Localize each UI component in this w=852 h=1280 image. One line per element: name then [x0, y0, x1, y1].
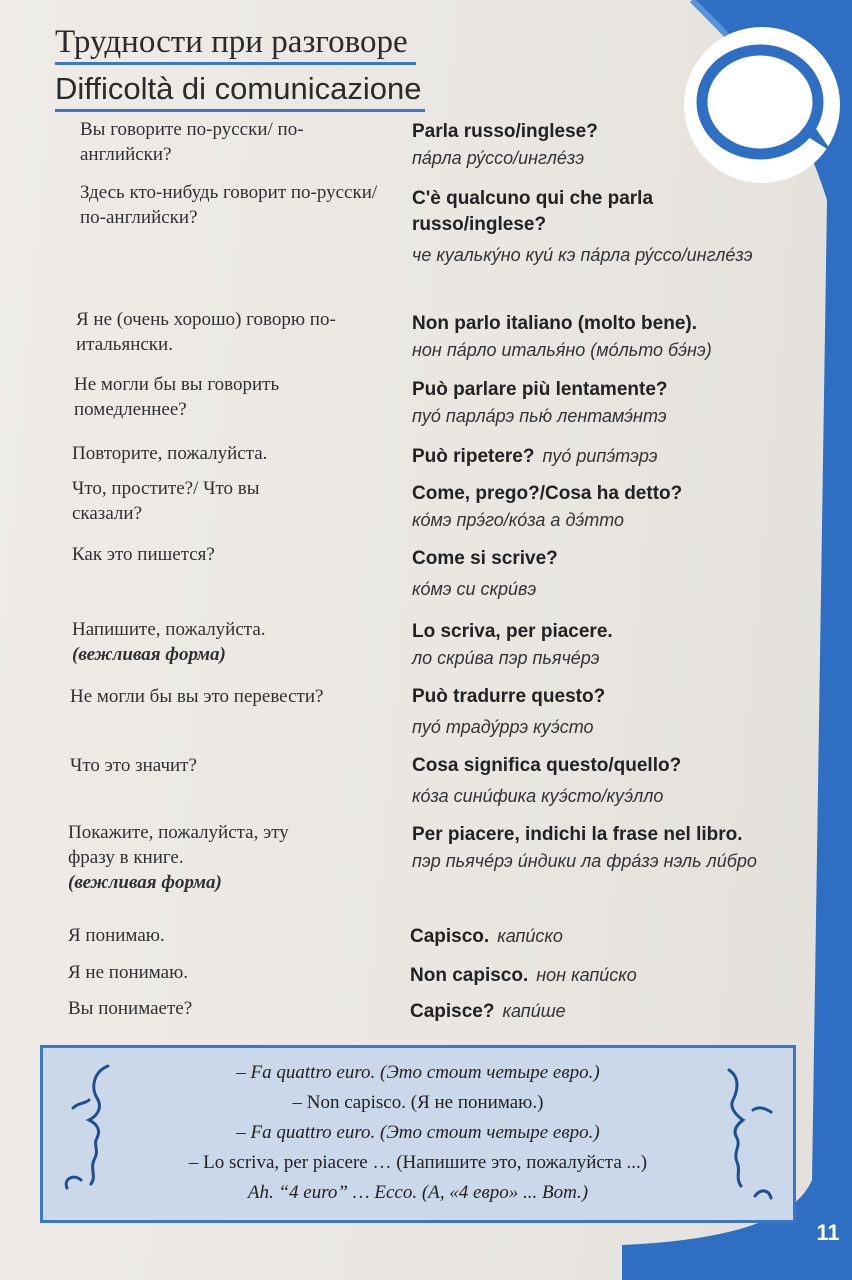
politeness-note: (вежливая форма): [72, 644, 226, 665]
face-profile-right-icon: [713, 1058, 783, 1218]
italian-phrase-block: [412, 822, 797, 874]
italian-phrase: Come, prego?/Cosa ha detto?: [412, 483, 683, 504]
transliteration: нон капи́ско: [536, 965, 637, 985]
russian-phrase: Вы говорите по-русски/ по-английски?: [80, 119, 304, 165]
russian-phrase: Я не понимаю.: [68, 962, 189, 983]
dialog-text: [43, 1058, 793, 1208]
russian-phrase: Повторите, пожалуйста.: [72, 443, 268, 464]
italian-phrase: Come si scrive?: [412, 548, 558, 569]
transliteration: нон па́рло италья́но (мо́льто бэ́нэ): [412, 340, 712, 360]
italian-phrase: Cosa significa questo/quello?: [412, 755, 682, 776]
russian-phrase: Не могли бы вы это перевести?: [70, 686, 324, 707]
italian-phrase-block: [412, 481, 792, 533]
heading-italian: Difficoltà di comunicazione: [55, 69, 425, 112]
transliteration: ко́за сини́фика куэ́сто/куэ́лло: [412, 786, 664, 806]
italian-phrase: Capisco.: [410, 926, 490, 947]
italian-phrase: Può tradurre questo?: [412, 686, 606, 707]
dialog-line: – Fa quattro euro. (Это стоит четыре евро.): [236, 1122, 600, 1143]
transliteration: капи́ше: [502, 1001, 566, 1021]
russian-phrase: Как это пишется?: [72, 544, 215, 565]
russian-phrase: Покажите, пожалуйста, эту фразу в книге. (вежливая форма): [68, 820, 318, 895]
transliteration: ло скри́ва пэр пьячéрэ: [412, 648, 600, 668]
dialog-line: Ah. “4 euro” … Ecco. (А, «4 евро» ... Вот.): [247, 1182, 589, 1203]
dialog-line: – Fa quattro euro. (Это стоит четыре евро.): [236, 1062, 600, 1083]
dialog-line: – Non capisco. (Я не понимаю.): [292, 1092, 544, 1113]
politeness-note: (вежливая форма): [68, 872, 222, 893]
transliteration: капи́ско: [497, 926, 563, 946]
dialog-line: – Lo scriva, per piacere … (Напишите это, пожалуйста ...): [188, 1152, 648, 1173]
italian-phrase: Lo scriva, per piacere.: [412, 621, 613, 642]
russian-phrase: Я понимаю.: [68, 925, 165, 946]
italian-phrase-block: [412, 186, 792, 268]
page-number: 11: [816, 1220, 840, 1245]
transliteration: пэр пьячéрэ и́ндики ла фра́зэ нэль ли́бро: [412, 851, 757, 871]
italian-phrase-block: [412, 619, 792, 671]
italian-phrase: Per piacere, indichi la frase nel libro.: [412, 824, 743, 845]
section-heading: [55, 22, 515, 112]
russian-phrase: Я не (очень хорошо) говорю по-итальянски.: [76, 309, 336, 355]
transliteration: че куальку́но куи́ кэ па́рла ру́ссо/инглéзэ: [412, 245, 753, 265]
italian-phrase: Capisce?: [410, 1001, 495, 1022]
russian-phrase: Что это значит?: [70, 755, 197, 776]
transliteration: па́рла ру́ссо/инглéзэ: [412, 148, 585, 168]
italian-phrase-block: [410, 998, 790, 1025]
italian-phrase-block: [412, 311, 792, 363]
russian-phrase: Здесь кто-нибудь говорит по-русски/по-английски?: [80, 182, 378, 228]
transliteration: ко́мэ си скри́вэ: [412, 579, 537, 599]
italian-phrase: Non parlo italiano (molto bene).: [412, 313, 697, 334]
dialog-example-box: [40, 1045, 796, 1223]
russian-phrase: Вы понимаете?: [68, 998, 193, 1019]
heading-russian: Трудности при разговоре: [55, 22, 416, 65]
transliteration: пуо́ парла́рэ пью́ лентамэ́нтэ: [412, 406, 667, 426]
italian-phrase-block: [412, 684, 792, 740]
italian-phrase-block: [412, 377, 792, 429]
italian-phrase-block: [412, 443, 792, 470]
italian-phrase-block: [412, 546, 792, 602]
italian-phrase: Può parlare più lentamente?: [412, 379, 668, 400]
italian-phrase: Non capisco.: [410, 965, 529, 986]
russian-phrase: Что, простите?/ Что вы сказали?: [72, 478, 260, 524]
transliteration: пуо́ траду́ррэ куэ́сто: [412, 717, 594, 737]
russian-phrase: Не могли бы вы говорить помедленнее?: [74, 374, 280, 420]
italian-phrase-block: [412, 119, 792, 171]
italian-phrase-block: [412, 753, 792, 809]
italian-phrase-block: [410, 962, 790, 989]
italian-phrase: C'è qualcuno qui che parla russo/inglese?: [412, 188, 654, 235]
italian-phrase: Può ripetere?: [412, 446, 535, 467]
transliteration: ко́мэ прэ́го/ко́за а дэ́тто: [412, 510, 625, 530]
italian-phrase-block: [410, 923, 790, 950]
russian-phrase: Напишите, пожалуйста. (вежливая форма): [72, 617, 372, 667]
transliteration: пуо́ рипэ́тэрэ: [542, 446, 658, 466]
italian-phrase: Parla russo/inglese?: [412, 121, 598, 142]
